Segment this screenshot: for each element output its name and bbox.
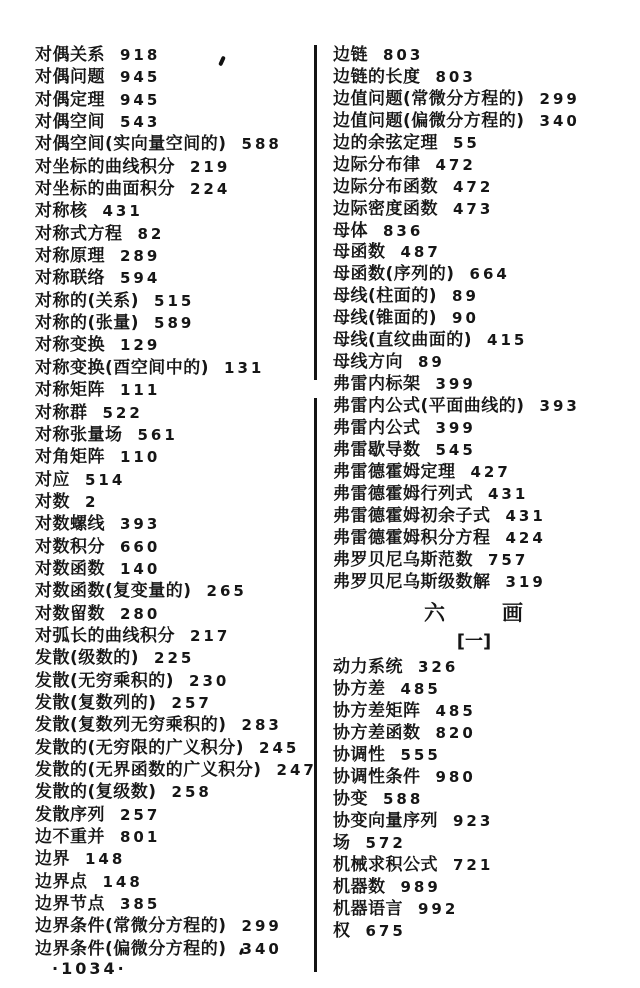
- entry-term: 弗雷内标架: [333, 374, 421, 395]
- entry-page-number: 945: [120, 68, 161, 87]
- entry-term: 对称张量场: [35, 424, 123, 445]
- index-entry: [333, 745, 615, 767]
- entry-term: 弗雷德霍姆积分方程: [333, 527, 491, 548]
- entry-term: 动力系统: [333, 657, 403, 678]
- entry-term: 弗雷德霍姆行列式: [333, 483, 473, 504]
- entry-page-number: 543: [120, 113, 161, 132]
- entry-page-number: 415: [487, 331, 528, 350]
- index-entry: [35, 805, 311, 827]
- index-entry: [35, 581, 311, 603]
- index-entry: [333, 899, 615, 921]
- entry-term: 权: [333, 920, 351, 941]
- entry-page-number: 561: [137, 425, 178, 444]
- entry-page-number: 485: [400, 680, 441, 699]
- index-entry: [333, 877, 615, 899]
- entry-page-number: 289: [120, 247, 161, 266]
- entry-term: 对数留数: [35, 603, 105, 624]
- entry-term: 母函数: [333, 242, 386, 263]
- entry-term: 机器语言: [333, 898, 403, 919]
- entry-page-number: 992: [418, 899, 459, 918]
- page-number: ·1034·: [52, 959, 127, 978]
- entry-page-number: 801: [120, 828, 161, 847]
- entry-page-number: 803: [383, 46, 424, 64]
- entry-page-number: 393: [120, 515, 161, 534]
- entry-term: 弗罗贝尼乌斯范数: [333, 549, 473, 570]
- entry-page-number: 431: [488, 484, 529, 503]
- entry-page-number: 918: [120, 46, 161, 64]
- index-entry: [35, 693, 311, 715]
- entry-page-number: 393: [539, 397, 580, 415]
- entry-page-number: 340: [539, 111, 580, 130]
- index-entry: [35, 782, 311, 804]
- column-divider-line: [314, 398, 317, 972]
- entry-page-number: 675: [365, 921, 406, 940]
- index-entry: [333, 396, 615, 418]
- entry-page-number: 989: [400, 877, 441, 896]
- index-entry: [333, 723, 615, 745]
- entry-page-number: 485: [435, 702, 476, 721]
- index-entry: [35, 537, 311, 559]
- index-entry: [35, 738, 311, 760]
- entry-term: 发散的(无穷限的广义积分): [35, 737, 245, 758]
- index-entry: [333, 374, 615, 396]
- entry-page-number: 110: [120, 448, 161, 467]
- index-entry: [333, 679, 615, 701]
- index-entry: [35, 648, 311, 670]
- entry-term: 边不重并: [35, 827, 105, 848]
- entry-page-number: 514: [85, 470, 126, 489]
- entry-term: 对称式方程: [35, 223, 123, 244]
- entry-page-number: 148: [102, 872, 143, 891]
- index-entry: [333, 155, 615, 177]
- entry-page-number: 258: [171, 783, 212, 802]
- section-header: [333, 597, 615, 627]
- entry-term: 对数螺线: [35, 514, 105, 535]
- entry-term: 对称核: [35, 201, 88, 222]
- entry-term: 弗雷内公式: [333, 417, 421, 438]
- entry-page-number: 340: [241, 939, 282, 958]
- entry-page-number: 224: [190, 180, 231, 199]
- entry-page-number: 89: [452, 287, 479, 306]
- index-entry: [333, 242, 615, 264]
- entry-term: 对称群: [35, 402, 88, 423]
- entry-page-number: 431: [505, 506, 546, 525]
- entry-page-number: 980: [435, 768, 476, 787]
- index-entry: [35, 872, 311, 894]
- entry-page-number: 522: [102, 403, 143, 422]
- index-entry: [333, 833, 615, 855]
- entry-term: 发散(复数列无穷乘积的): [35, 715, 227, 736]
- index-entry: [35, 179, 311, 201]
- entry-term: 边界: [35, 849, 70, 870]
- index-entry: [333, 506, 615, 528]
- entry-page-number: 131: [224, 358, 265, 377]
- entry-term: 对偶空间(实向量空间的): [35, 134, 227, 155]
- entry-term: 机器数: [333, 876, 386, 897]
- entry-page-number: 257: [171, 693, 212, 712]
- entry-page-number: 399: [435, 375, 476, 394]
- index-entry: [333, 440, 615, 462]
- entry-page-number: 545: [435, 440, 476, 459]
- entry-page-number: 247: [276, 761, 317, 779]
- entry-term: 对称矩阵: [35, 380, 105, 401]
- entry-page-number: 664: [469, 265, 510, 284]
- index-entry: [35, 201, 311, 223]
- entry-term: 对称变换: [35, 335, 105, 356]
- entry-term: 对偶问题: [35, 67, 105, 88]
- entry-page-number: 803: [435, 67, 476, 86]
- entry-page-number: 424: [505, 528, 546, 547]
- index-entry: [35, 827, 311, 849]
- entry-term: 母线(直纹曲面的): [333, 330, 473, 351]
- entry-term: 发散的(复级数): [35, 782, 157, 803]
- entry-term: 边值问题(偏微分方程的): [333, 110, 525, 131]
- index-entry: [35, 492, 311, 514]
- index-entry: [333, 855, 615, 877]
- entry-term: 母函数(序列的): [333, 264, 455, 285]
- index-entry: [35, 268, 311, 290]
- entry-term: 边链: [333, 45, 368, 65]
- index-entry: [333, 111, 615, 133]
- right-column-bottom-entries: [333, 657, 615, 942]
- entry-term: 发散序列: [35, 804, 105, 825]
- entry-page-number: 945: [120, 90, 161, 109]
- index-entry: [35, 916, 311, 938]
- entry-page-number: 90: [452, 309, 479, 328]
- entry-term: 对偶关系: [35, 45, 105, 65]
- index-entry: [333, 67, 615, 89]
- column-divider-line: [314, 45, 317, 380]
- index-entry: [333, 133, 615, 155]
- entry-page-number: 473: [453, 199, 494, 218]
- index-entry: [333, 921, 615, 943]
- entry-term: 对应: [35, 469, 70, 490]
- index-entry: [333, 308, 615, 330]
- entry-term: 对称的(关系): [35, 290, 140, 311]
- index-entry: [333, 264, 615, 286]
- right-column: [333, 45, 615, 943]
- index-entry: [35, 849, 311, 871]
- entry-term: 发散(复数列的): [35, 692, 157, 713]
- entry-page-number: 923: [453, 812, 494, 830]
- section-title-char: 画: [502, 601, 524, 626]
- index-entry: [333, 221, 615, 243]
- entry-page-number: 399: [435, 418, 476, 437]
- entry-term: 母线(锥面的): [333, 308, 438, 329]
- index-entry: [333, 89, 615, 111]
- entry-term: 对称变换(酉空间中的): [35, 357, 210, 378]
- subsection-label: [一]: [456, 631, 492, 653]
- entry-page-number: 820: [435, 724, 476, 743]
- entry-page-number: 515: [154, 291, 195, 310]
- entry-term: 协变: [333, 789, 368, 810]
- entry-page-number: 217: [190, 626, 231, 645]
- entry-term: 对称的(张量): [35, 313, 140, 334]
- entry-page-number: 660: [120, 537, 161, 556]
- entry-term: 边的余弦定理: [333, 132, 438, 153]
- index-entry: [35, 246, 311, 268]
- entry-page-number: 219: [190, 157, 231, 176]
- entry-page-number: 572: [365, 833, 406, 852]
- entry-term: 对坐标的曲线积分: [35, 156, 175, 177]
- index-entry: [333, 528, 615, 550]
- entry-page-number: 487: [400, 243, 441, 262]
- index-entry: [35, 447, 311, 469]
- entry-page-number: 245: [259, 738, 300, 757]
- entry-page-number: 230: [189, 671, 230, 690]
- index-entry: [35, 157, 311, 179]
- entry-term: 边际分布函数: [333, 176, 438, 197]
- entry-page-number: 721: [453, 855, 494, 874]
- entry-page-number: 111: [120, 381, 161, 400]
- entry-term: 边界条件(常微分方程的): [35, 916, 227, 937]
- entry-page-number: 472: [435, 155, 476, 174]
- index-entry: [333, 789, 615, 811]
- entry-term: 对数: [35, 491, 70, 512]
- entry-term: 对弧长的曲线积分: [35, 625, 175, 646]
- index-entry: [333, 462, 615, 484]
- entry-term: 发散(级数的): [35, 648, 140, 669]
- entry-term: 母体: [333, 220, 368, 241]
- entry-term: 发散的(无界函数的广义积分): [35, 760, 262, 780]
- index-entry: [35, 514, 311, 536]
- entry-term: 边界点: [35, 871, 88, 892]
- index-entry: [333, 330, 615, 352]
- entry-page-number: 431: [102, 202, 143, 221]
- entry-term: 对称原理: [35, 246, 105, 267]
- entry-term: 边值问题(常微分方程的): [333, 88, 525, 109]
- entry-term: 协调性: [333, 745, 386, 766]
- entry-term: 边界条件(偏微分方程的): [35, 938, 227, 959]
- index-entry: [35, 604, 311, 626]
- entry-term: 协变向量序列: [333, 811, 438, 831]
- index-entry: [35, 90, 311, 112]
- index-entry: [333, 767, 615, 789]
- entry-page-number: 588: [383, 790, 424, 809]
- entry-page-number: 280: [120, 604, 161, 623]
- entry-page-number: 129: [120, 336, 161, 355]
- right-column-top-entries: [333, 45, 615, 593]
- entry-page-number: 319: [505, 572, 546, 591]
- section-title-char: 六: [424, 601, 446, 626]
- entry-page-number: 326: [418, 658, 459, 677]
- index-entry: [333, 701, 615, 723]
- entry-term: 对偶空间: [35, 112, 105, 133]
- index-entry: [333, 45, 615, 67]
- entry-page-number: 299: [241, 917, 282, 936]
- entry-term: 边际密度函数: [333, 198, 438, 219]
- index-entry: [35, 380, 311, 402]
- entry-page-number: 89: [418, 353, 445, 372]
- entry-term: 协调性条件: [333, 767, 421, 788]
- entry-page-number: 427: [470, 462, 511, 481]
- entry-page-number: 225: [154, 649, 195, 668]
- entry-page-number: 555: [400, 746, 441, 765]
- entry-term: 对数函数: [35, 558, 105, 579]
- index-entry: [333, 484, 615, 506]
- entry-term: 边链的长度: [333, 66, 421, 87]
- entry-page-number: 2: [85, 492, 99, 511]
- index-entry: [35, 134, 311, 156]
- index-entry: [35, 112, 311, 134]
- entry-term: 弗雷歇导数: [333, 439, 421, 460]
- index-entry: [35, 626, 311, 648]
- entry-page-number: 472: [453, 177, 494, 196]
- index-entry: [35, 671, 311, 693]
- entry-page-number: 283: [241, 716, 282, 735]
- index-entry: [35, 760, 317, 782]
- index-entry: [35, 291, 311, 313]
- index-entry: [35, 358, 311, 380]
- entry-page-number: 588: [241, 135, 282, 154]
- index-entry: [35, 894, 311, 916]
- index-entry: [35, 224, 311, 246]
- index-entry: [35, 335, 311, 357]
- index-entry: [333, 418, 615, 440]
- entry-term: 对坐标的曲面积分: [35, 179, 175, 200]
- entry-page-number: 257: [120, 805, 161, 824]
- entry-page-number: 140: [120, 559, 161, 578]
- entry-term: 协方差矩阵: [333, 701, 421, 722]
- index-entry: [35, 313, 311, 335]
- entry-term: 场: [333, 832, 351, 853]
- entry-term: 母线(柱面的): [333, 286, 438, 307]
- entry-term: 母线方向: [333, 352, 403, 373]
- entry-page-number: 594: [120, 269, 161, 288]
- entry-page-number: 299: [539, 89, 580, 108]
- entry-term: 对数积分: [35, 536, 105, 557]
- entry-page-number: 836: [383, 221, 424, 240]
- entry-term: 边界节点: [35, 894, 105, 915]
- entry-term: 弗罗贝尼乌斯级数解: [333, 571, 491, 592]
- index-entry: [35, 470, 311, 492]
- entry-term: 对偶定理: [35, 89, 105, 110]
- index-entry: [333, 657, 615, 679]
- index-entry: [35, 715, 311, 737]
- index-entry: [333, 199, 615, 221]
- entry-page-number: 148: [85, 850, 126, 869]
- index-entry: [35, 559, 311, 581]
- entry-term: 对角矩阵: [35, 447, 105, 468]
- index-entry: [333, 550, 615, 572]
- index-entry: [333, 286, 615, 308]
- entry-term: 边际分布律: [333, 154, 421, 175]
- left-column: [35, 45, 317, 961]
- entry-page-number: 82: [137, 224, 165, 243]
- entry-term: 对称联络: [35, 268, 105, 289]
- entry-term: 弗雷内公式(平面曲线的): [333, 396, 525, 416]
- index-entry: [35, 403, 311, 425]
- index-entry: [333, 352, 615, 374]
- entry-term: 发散(无穷乘积的): [35, 670, 175, 691]
- index-entry: [35, 425, 311, 447]
- entry-term: 机械求积公式: [333, 854, 438, 875]
- index-entry: [35, 45, 311, 67]
- index-entry: [35, 939, 311, 961]
- entry-term: 弗雷德霍姆初余子式: [333, 505, 491, 526]
- index-entry: [35, 67, 311, 89]
- index-entry: [333, 811, 615, 833]
- entry-term: 协方差: [333, 679, 386, 700]
- entry-term: 对数函数(复变量的): [35, 581, 192, 602]
- index-entry: [333, 177, 615, 199]
- entry-page-number: 385: [120, 895, 161, 914]
- entry-term: 协方差函数: [333, 723, 421, 744]
- entry-page-number: 589: [154, 314, 195, 333]
- entry-page-number: 757: [488, 550, 529, 569]
- entry-page-number: 265: [206, 582, 247, 601]
- index-entry: [333, 572, 615, 594]
- entry-page-number: 55: [453, 133, 480, 152]
- entry-term: 弗雷德霍姆定理: [333, 461, 456, 482]
